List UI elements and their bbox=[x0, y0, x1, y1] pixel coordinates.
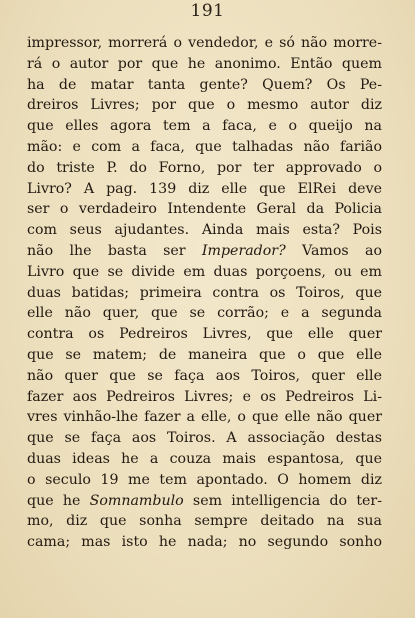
text-line: mão: e com a faca, que talhadas não farião bbox=[27, 138, 382, 155]
text-line: fazer aos Pedreiros Livres; e os Pedreiros Li- bbox=[27, 388, 382, 405]
text-line: Livro que se divide em duas porçoens, ou em bbox=[27, 263, 382, 280]
text-line: impressor, morrerá o vendedor, e só não morre- bbox=[27, 35, 382, 51]
italic-word-somnambulo: Somnambulo bbox=[89, 492, 184, 509]
text-line: elle não quer, que se corrão; e a segunda bbox=[27, 305, 382, 322]
text-line: contra os Pedreiros Livres, que elle quer bbox=[27, 326, 382, 343]
text-segment: não lhe basta ser bbox=[27, 242, 202, 259]
text-line-with-italic bbox=[27, 241, 382, 262]
text-line: vres vinhão-lhe fazer a elle, o que elle não quer bbox=[27, 409, 382, 426]
text-segment: Vamos ao bbox=[285, 242, 382, 259]
italic-word-imperador: Imperador? bbox=[201, 242, 286, 259]
text-line: Livro? A pag. 139 diz elle que ElRei deve bbox=[27, 180, 382, 197]
text-line: duas batidas; primeira contra os Toiros, que bbox=[27, 284, 382, 301]
text-line: que se faça aos Toiros. A associação destas bbox=[27, 430, 382, 447]
text-line: do triste P. do Forno, por ter approvado o bbox=[27, 159, 382, 176]
text-segment: sem intelligencia do ter- bbox=[183, 492, 382, 509]
text-line-with-italic bbox=[27, 491, 382, 512]
text-line: cama; mas isto he nada; no segundo sonho bbox=[27, 534, 382, 551]
page-number: 191 bbox=[190, 1, 225, 21]
text-line: que se matem; de maneira que o que elle bbox=[27, 346, 382, 363]
text-line: ser o verdadeiro Intendente Geral da Policia bbox=[27, 201, 382, 218]
text-line: dreiros Livres; por que o mesmo autor diz bbox=[27, 97, 382, 114]
text-line: com seus ajudantes. Ainda mais esta? Pois bbox=[27, 222, 382, 239]
text-line: que elles agora tem a faca, e o queijo na bbox=[27, 118, 382, 135]
text-segment: que he bbox=[27, 492, 90, 509]
text-line: ha de matar tanta gente? Quem? Os Pe- bbox=[27, 76, 382, 93]
text-line: mo, diz que sonha sempre deitado na sua bbox=[27, 513, 382, 530]
page-text bbox=[27, 33, 382, 553]
text-line: duas ideas he a couza mais espantosa, que bbox=[27, 450, 382, 467]
text-line: rá o autor por que he anonimo. Então quem bbox=[27, 55, 382, 72]
text-line: não quer que se faça aos Toiros, quer elle bbox=[27, 367, 382, 384]
text-line: o seculo 19 me tem apontado. O homem diz bbox=[27, 471, 382, 488]
